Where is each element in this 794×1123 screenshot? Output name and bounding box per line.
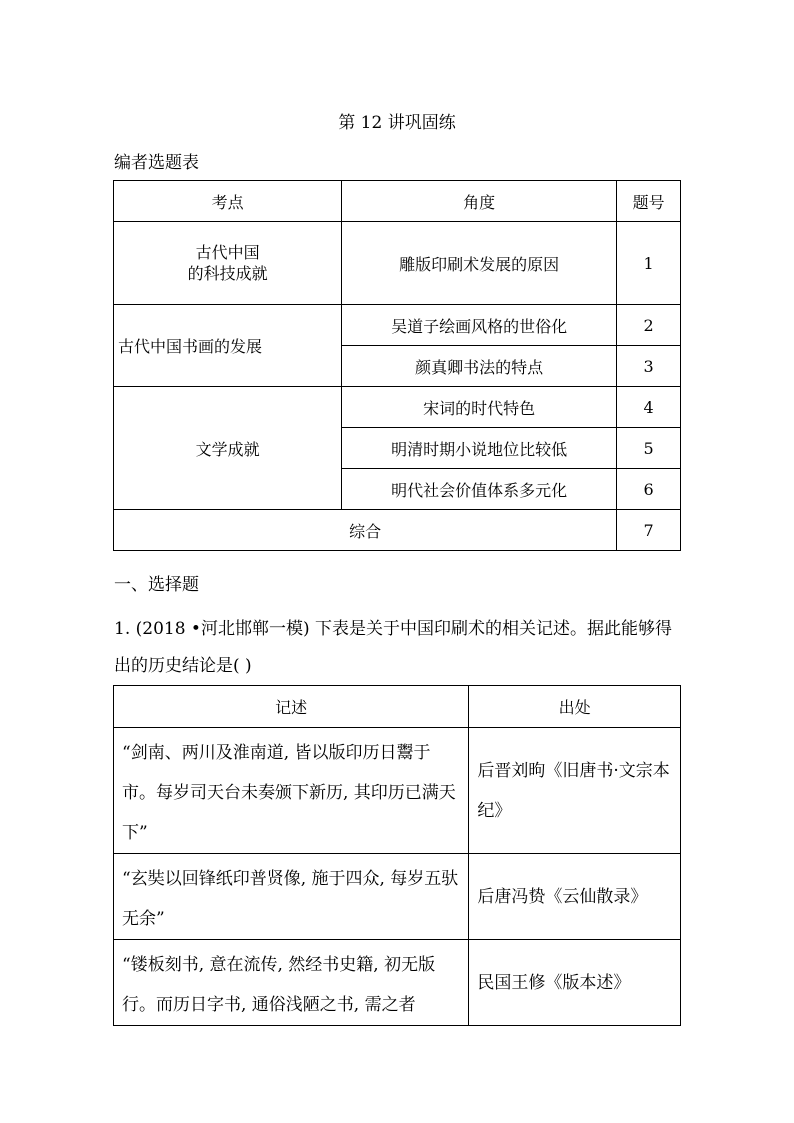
number-cell: 1 [617, 222, 681, 305]
topic-cell: 文学成就 [114, 387, 342, 510]
header-cell: 题号 [617, 181, 681, 222]
topic-line: 的科技成就 [187, 264, 268, 283]
angle-cell: 明清时期小说地位比较低 [342, 428, 617, 469]
header-cell: 记述 [114, 686, 469, 728]
merged-cell: 综合 [114, 510, 617, 551]
header-cell: 考点 [114, 181, 342, 222]
number-cell: 5 [617, 428, 681, 469]
topic-cell [114, 222, 342, 305]
header-cell: 出处 [469, 686, 681, 728]
source-cell: 后晋刘昫《旧唐书·文宗本纪》 [469, 728, 681, 854]
topic-line: 古代中国 [195, 243, 260, 262]
source-table [113, 685, 681, 1026]
number-cell: 4 [617, 387, 681, 428]
table-header-row [114, 686, 681, 728]
angle-cell: 宋词的时代特色 [342, 387, 617, 428]
record-cell: “剑南、两川及淮南道, 皆以版印历日鬻于市。每岁司天台未奏颁下新历, 其印历已满天下” [114, 728, 469, 854]
table-row [114, 940, 681, 1026]
table-row [114, 222, 681, 305]
angle-cell: 明代社会价值体系多元化 [342, 469, 617, 510]
table-row [114, 387, 681, 428]
header-cell: 角度 [342, 181, 617, 222]
page-title: 第 12 讲巩固练 [338, 113, 456, 133]
table-header-row [114, 181, 681, 222]
angle-cell: 吴道子绘画风格的世俗化 [342, 305, 617, 346]
source-cell: 后唐冯贽《云仙散录》 [469, 854, 681, 940]
topic-cell: 古代中国书画的发展 [114, 305, 342, 387]
angle-cell: 雕版印刷术发展的原因 [342, 222, 617, 305]
table-row [114, 854, 681, 940]
number-cell: 7 [617, 510, 681, 551]
table-row [114, 510, 681, 551]
angle-cell: 颜真卿书法的特点 [342, 346, 617, 387]
table-row [114, 305, 681, 346]
section-heading: 一、选择题 [114, 575, 199, 595]
number-cell: 6 [617, 469, 681, 510]
record-cell: “镂板刻书, 意在流传, 然经书史籍, 初无版行。而历日字书, 通俗浅陋之书, 需之者 [114, 940, 469, 1026]
source-cell: 民国王修《版本述》 [469, 940, 681, 1026]
number-cell: 3 [617, 346, 681, 387]
number-cell: 2 [617, 305, 681, 346]
record-cell: “玄奘以回锋纸印普贤像, 施于四众, 每岁五驮无余” [114, 854, 469, 940]
topic-selection-table [113, 180, 681, 551]
table-row [114, 728, 681, 854]
question-text: 1. (2018 •河北邯郸一模) 下表是关于中国印刷术的相关记述。据此能够得出的历史结论是( ) [114, 619, 672, 676]
intro-label: 编者选题表 [114, 153, 199, 173]
